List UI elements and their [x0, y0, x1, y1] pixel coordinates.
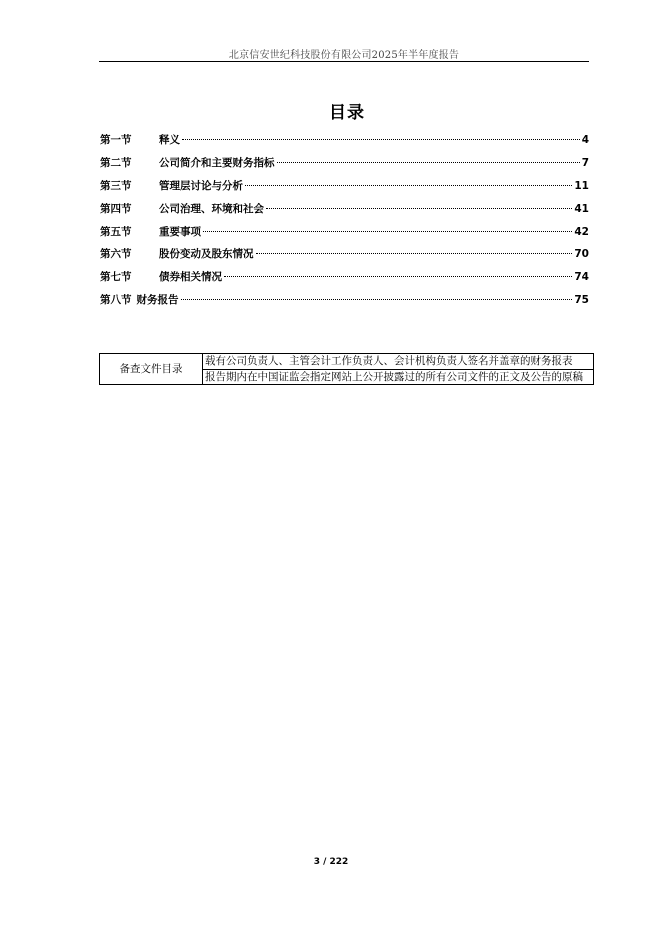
toc-entry[interactable]: [100, 155, 589, 178]
toc-entry[interactable]: [100, 132, 589, 155]
toc-entry[interactable]: [100, 178, 589, 201]
toc-leader-dots: [266, 208, 572, 209]
toc-page-number: 74: [574, 271, 589, 284]
toc-entry[interactable]: [100, 269, 589, 292]
toc-page-number: 75: [574, 294, 589, 307]
toc-page-number: 70: [574, 248, 589, 261]
toc-page-number: 41: [574, 202, 589, 215]
toc-leader-dots: [256, 253, 573, 254]
toc-entry[interactable]: [100, 292, 589, 315]
toc-entry[interactable]: [100, 224, 589, 247]
toc-leader-dots: [245, 185, 572, 186]
toc-section-title: 公司简介和主要财务指标: [159, 156, 275, 169]
toc-page-number: 11: [574, 179, 589, 192]
toc-leader-dots: [277, 162, 580, 163]
toc-section-number: 第八节: [100, 294, 132, 307]
toc-section-number: 第四节: [100, 202, 132, 215]
reference-table-item: 报告期内在中国证监会指定网站上公开披露过的所有公司文件的正文及公告的原稿: [203, 369, 594, 385]
toc-section-number: 第三节: [100, 179, 132, 192]
toc-leader-dots: [203, 231, 572, 232]
toc-section-title: 债券相关情况: [159, 271, 222, 284]
toc-section-title: 释义: [159, 134, 180, 146]
toc-leader-dots: [182, 139, 580, 140]
toc-section-number: 第六节: [100, 248, 132, 261]
toc-page-number: 4: [581, 134, 589, 146]
toc-page-number: 42: [574, 225, 589, 238]
toc-section-title: 股份变动及股东情况: [159, 248, 254, 261]
table-of-contents: [100, 132, 589, 315]
reference-documents-table: [99, 353, 594, 385]
toc-section-number: 第一节: [100, 134, 132, 146]
toc-entry[interactable]: [100, 246, 589, 269]
toc-section-number: 第七节: [100, 271, 132, 284]
toc-leader-dots: [224, 276, 572, 277]
toc-section-title: 重要事项: [159, 225, 201, 238]
table-row: [100, 354, 594, 370]
header-rule: [99, 61, 589, 62]
toc-section-title: 管理层讨论与分析: [159, 179, 243, 192]
page-header: 北京信安世纪科技股份有限公司2025年半年度报告: [228, 50, 460, 61]
toc-section-title: 公司治理、环境和社会: [159, 202, 264, 215]
reference-table-label: 备查文件目录: [100, 354, 203, 385]
toc-entry[interactable]: [100, 201, 589, 224]
toc-title: 目录: [329, 103, 365, 123]
toc-leader-dots: [181, 299, 573, 300]
toc-section-number: 第五节: [100, 225, 132, 238]
toc-section-title: 财务报告: [136, 294, 179, 307]
toc-section-number: 第二节: [100, 156, 132, 169]
page-number: 3 / 222: [313, 857, 349, 867]
reference-table-item: 载有公司负责人、主管会计工作负责人、会计机构负责人签名并盖章的财务报表: [203, 354, 594, 370]
toc-page-number: 7: [581, 156, 589, 169]
